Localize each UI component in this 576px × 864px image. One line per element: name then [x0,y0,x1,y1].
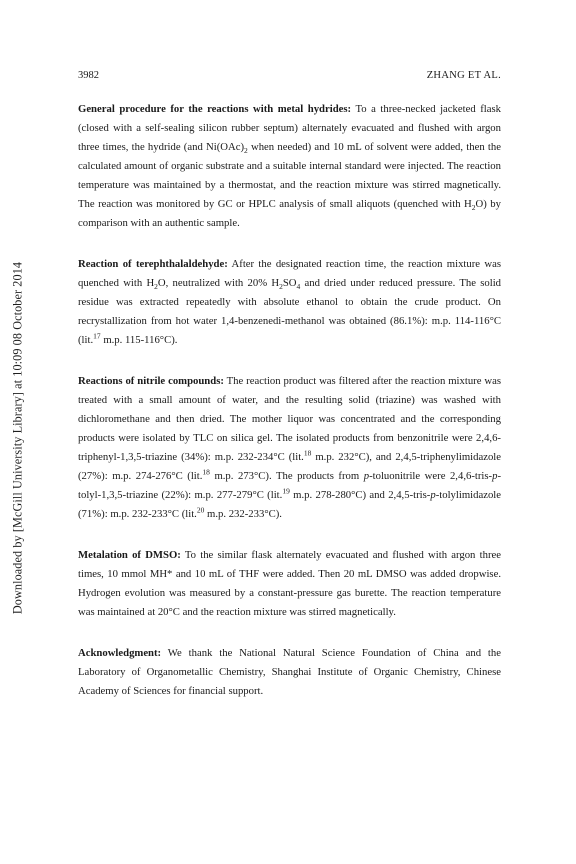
paragraph-text: SO [282,277,297,289]
subscript: 4 [296,282,301,292]
paragraph-text: O) by comparison with an authentic sample. [78,198,501,229]
terephthalaldehyde-heading: Reaction of terephthalaldehyde: [78,258,228,270]
paragraph-text: The reaction product was filtered after the reaction mixture was treated with a small amount of water, and the resulting solid (triazine) was washed with dichloromethane and then dried. The mother liquor was concentrated and the corresponding products were isolated by TLC on silica gel. The isolated products from benzonitrile were 2,4,6-triphenyl-1,3,5-triazine (34%): m.p. 232-234°C (lit. [78,375,502,463]
paragraph-text: -tolyl-1,3,5-triazine (22%): m.p. 277-279°C (lit. [78,470,502,501]
subscript: 2 [471,203,476,213]
dmso-paragraph [78,546,501,622]
paragraph-text: m.p. 278-280°C) and 2,4,5-tris- [289,489,431,501]
paragraph-text: O, neutralized with 20% H [157,277,280,289]
acknowledgment-heading: Acknowledgment: [78,647,162,659]
page-number: 3982 [78,70,99,81]
dmso-heading: Metalation of DMSO: [78,549,181,561]
citation-superscript: 18 [303,448,312,458]
paragraph-text: After the designated reaction time, the reaction mixture was quenched with H [78,258,502,289]
nitrile-heading: Reactions of nitrile compounds: [78,375,224,387]
italic-prefix: p [430,489,436,501]
paragraph-text: m.p. 232°C), and 2,4,5-triphenylimidazole (27%): m.p. 274-276°C (lit. [78,451,501,482]
download-note: Downloaded by [McGill University Library] at 10:09 08 October 2014 [10,261,25,615]
download-watermark [0,0,36,864]
paragraph-text: and dried under reduced pressure. The solid residue was extracted repeatedly with absolute ethanol to obtain the crude product. On recrystallization from hot water 1,4-benzenedi-methanol was obtained (86.1%): m.p. 114-116°C (lit. [78,277,502,346]
paragraph-text: when needed) and 10 mL of solvent were added, then the calculated amount of organic substrate and a suitable internal standard were injected. The reaction temperature was maintained by a thermostat, and the reaction mixture was stirred magnetically. The reaction was monitored by GC or HPLC analysis of small aliquots (quenched with H [78,141,501,210]
italic-prefix: p [492,470,498,482]
paragraph-text: -toluonitrile were 2,4,6-tris- [369,470,493,482]
subscript: 2 [244,146,248,156]
citation-superscript: 17 [93,331,101,341]
subscript: 2 [154,282,158,292]
paragraph-text: To a three-necked jacketed flask (closed with a self-sealing silicon rubber septum) alternately evacuated and flushed with argon three times, the hydride (and Ni(OAc) [78,103,501,153]
paragraph-text: m.p. 115-116°C). [100,334,178,346]
acknowledgment-paragraph [78,644,501,701]
terephthalaldehyde-paragraph [78,255,501,350]
paragraph-text: We thank the National Natural Science Foundation of China and the Laboratory of Organometallic Chemistry, Shanghai Institute of Organic Chemistry, Chinese Academy of Sciences for financial support. [78,647,501,697]
citation-superscript: 20 [196,505,205,515]
paragraph-text: To the similar flask alternately evacuated and flushed with argon three times, 10 mmol MH* and 10 mL of THF were added. Then 20 mL DMSO was added dropwise. Hydrogen evolution was measured by a constant-pressure gas burette. The reaction temperature was maintained at 20°C and the reaction mixture was stirred magnetically. [78,549,501,618]
paragraph-text: m.p. 232-233°C). [204,508,282,520]
paragraph-text: -tolylimidazole (71%): m.p. 232-233°C (lit. [78,489,501,520]
general-procedure-paragraph [78,100,501,233]
general-procedure-heading: General procedure for the reactions with metal hydrides: [78,103,352,115]
nitrile-paragraph [78,372,501,524]
page-body [78,100,501,701]
italic-prefix: p [363,470,370,482]
citation-superscript: 18 [202,467,210,477]
citation-superscript: 19 [282,486,290,496]
paragraph-text: m.p. 273°C). The products from [209,470,364,482]
subscript: 2 [279,282,283,292]
running-head: ZHANG ET AL. [426,70,501,81]
